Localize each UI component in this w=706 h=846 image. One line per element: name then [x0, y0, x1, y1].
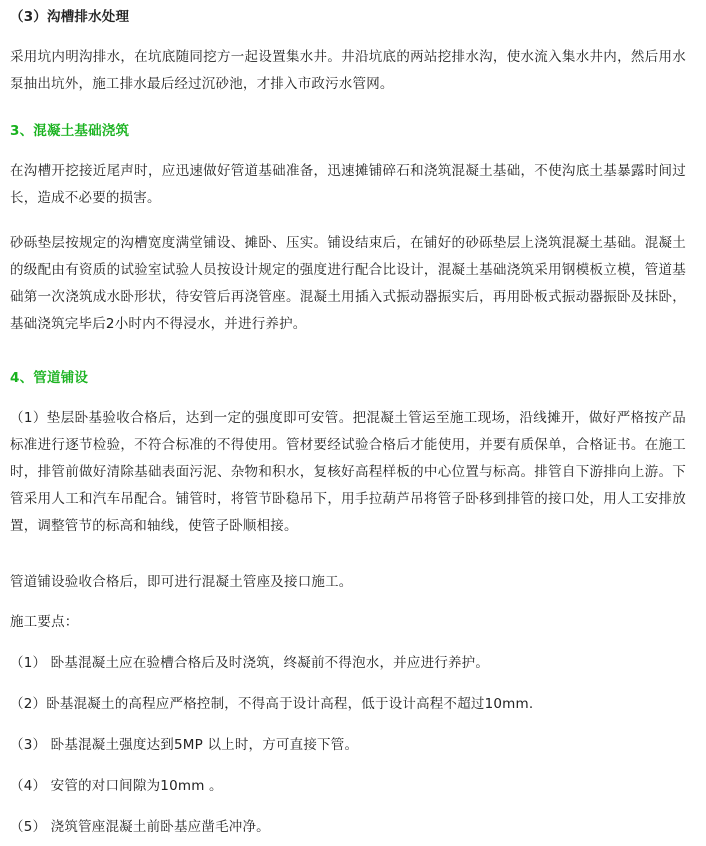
drainage-paragraph: 采用坑内明沟排水，在坑底随同挖方一起设置集水井。井沿坑底的两站挖排水沟，使水流入集水井内，然后用水泵抽出坑外，施工排水最后经过沉砂池，才排入市政污水管网。 [10, 49, 686, 92]
construction-point-2: （2）卧基混凝土的高程应严格控制，不得高于设计高程，低于设计高程不超过10mm. [10, 696, 534, 712]
pipe-laying-paragraph-2: 管道铺设验收合格后，即可进行混凝土管座及接口施工。 [10, 574, 353, 590]
construction-point-1: （1） 卧基混凝土应在验槽合格后及时浇筑，终凝前不得泡水，并应进行养护。 [10, 655, 490, 671]
pipe-laying-paragraph-1: （1）垫层卧基验收合格后，达到一定的强度即可安管。把混凝土管运至施工现场，沿线摊开，做好严格按产品标准进行逐节检验，不符合标准的不得使用。管材要经试验合格后才能使用，并要有质保单，合格证书。在施工时，排管前做好清除基础表面污泥、杂物和积水，复核好高程样板的中心位置与标高。排管自下游排向上游。下管采用人工和汽车吊配合。铺管时，将管节卧稳吊下，用手拉葫芦吊将管子卧移到排管的接口处，用人工安排放置，调整管节的标高和轴线，使管子卧顺相接。 [10, 410, 686, 534]
construction-points-title: 施工要点： [10, 614, 79, 630]
concrete-foundation-paragraph-2: 砂砾垫层按规定的沟槽宽度满堂铺设、摊卧、压实。铺设结束后，在铺好的砂砾垫层上浇筑混凝土基础。混凝土的级配由有资质的试验室试验人员按设计规定的强度进行配合比设计，混凝土基础浇筑采用钢模板立模，管道基础第一次浇筑成水卧形状，待安管后再浇管座。混凝土用插入式振动器振实后，再用卧板式振动器振卧及抹卧，基础浇筑完毕后2小时内不得浸水，并进行养护。 [10, 235, 686, 332]
pipe-laying-heading: 4、管道铺设 [10, 370, 89, 386]
construction-point-4: （4） 安管的对口间隙为10mm 。 [10, 778, 223, 794]
concrete-foundation-heading: 3、混凝土基础浇筑 [10, 123, 130, 139]
construction-point-3: （3） 卧基混凝土强度达到5MP 以上时，方可直接下管。 [10, 737, 359, 753]
drainage-heading: （3）沟槽排水处理 [10, 9, 130, 25]
construction-point-5: （5） 浇筑管座混凝土前卧基应凿毛冲净。 [10, 819, 270, 835]
concrete-foundation-paragraph-1: 在沟槽开挖接近尾声时，应迅速做好管道基础准备，迅速摊铺碎石和浇筑混凝土基础，不使沟底土基暴露时间过长，造成不必要的损害。 [10, 163, 686, 206]
